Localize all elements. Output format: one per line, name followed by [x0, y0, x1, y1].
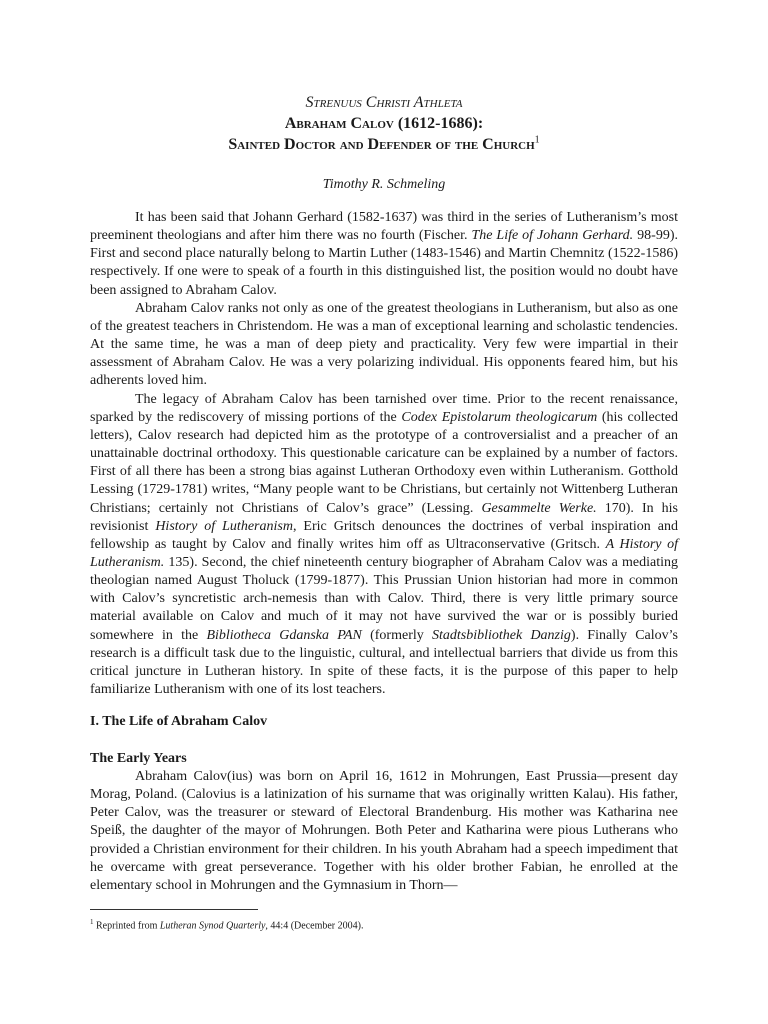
intro-paragraphs	[90, 209, 678, 699]
footnote-marker: 1	[90, 918, 94, 926]
subtitle-text: Sainted Doctor and Defender of the Church	[228, 136, 535, 153]
early-years-body	[90, 768, 678, 895]
paragraph-2: Abraham Calov ranks not only as one of the greatest theologians in Lutheranism, but also as one of the greatest teachers in Christendom. He was a man of exceptional learning and scholastic tendencies. At the same time, he was a man of deep piety and practicality. Very few were impartial in their assessment of Abraham Calov. He was a very polarizing individual. His opponents feared him, but his adherents loved him.	[90, 300, 678, 389]
title-latin: Strenuus Christi Athleta	[305, 94, 463, 111]
paragraph-early-years: Abraham Calov(ius) was born on April 16, 1612 in Mohrungen, East Prussia—present day Morag, Poland. (Calovius is a latinization of his surname that was originally written Kalau). His father, Peter Calov, was the treasurer or steward of Electoral Brandenburg. His mother was Katharina nee Speiß, the daughter of the mayor of Mohrungen. Both Peter and Katharina were pious Lutherans who provided a Christian environment for their children. In his youth Abraham had a speech impediment that he overcame with great perseverance. Together with his older brother Fabian, he enrolled at the elementary school in Mohrungen and the Gymnasium in Thorn—	[90, 769, 678, 893]
subsection-heading: The Early Years	[90, 751, 187, 766]
title-subtitle	[0, 134, 768, 155]
title-name-dates: Abraham Calov (1612-1686):	[284, 115, 484, 132]
paragraph-1: It has been said that Johann Gerhard (1582-1637) was third in the series of Lutheranism’s most preeminent theologians and after him there was no fourth (Fischer. The Life of Johann Gerhard. 98-99). First and second place naturally belong to Martin Luther (1483-1546) and Martin Chemnitz (1522-1586) respectively. If one were to speak of a fourth in this distinguished list, the position would no doubt have been assigned to Abraham Calov.	[90, 210, 678, 298]
section-heading: I. The Life of Abraham Calov	[90, 714, 268, 729]
paragraph-3: The legacy of Abraham Calov has been tarnished over time. Prior to the recent renaissance, sparked by the rediscovery of missing portions of the Codex Epistolarum theologicarum (his collected letters), Calov research had depicted him as the prototype of a controversialist and a preacher of an unattainable doctrinal orthodoxy. This questionable caricature can be explained by a number of factors. First of all there has been a strong bias against Lutheran Orthodoxy even within Lutheranism. Gotthold Lessing (1729-1781) writes, “Many people want to be Christians, but certainly not Wittenberg Lutheran Christians; certainly not Christians of Calov’s grace” (Lessing. Gesammelte Werke. 170). In his revisionist History of Lutheranism, Eric Gritsch denounces the doctrines of verbal inspiration and fellowship as taught by Calov and finally writes him off as Ultraconservative (Gritsch. A History of Lutheranism. 135). Second, the chief nineteenth century biographer of Abraham Calov was a mediating theologian named August Tholuck (1799-1877). This Prussian Union historian had more in common with Calov’s syncretistic arch-nemesis than with Calov. Third, there is very little primary source material available on Calov and much of it may not have survived the war or is possibly buried somewhere in the Bibliotheca Gdanska PAN (formerly Stadtsbibliothek Danzig). Finally Calov’s research is a difficult task due to the linguistic, cultural, and intellectual barriers that divide us from this critical juncture in Lutheran history. In spite of these facts, it is the purpose of this paper to help familiarize Lutheranism with one of its lost teachers.	[90, 391, 679, 698]
title-block	[0, 92, 768, 155]
footnote-reference[interactable]: 1	[534, 134, 540, 146]
author-name: Timothy R. Schmeling	[322, 177, 446, 192]
footnote-divider	[90, 909, 258, 910]
footnote: $^1$ Reprinted from Lutheran Synod Quarterly, 44:4 (December 2004).	[90, 918, 364, 932]
